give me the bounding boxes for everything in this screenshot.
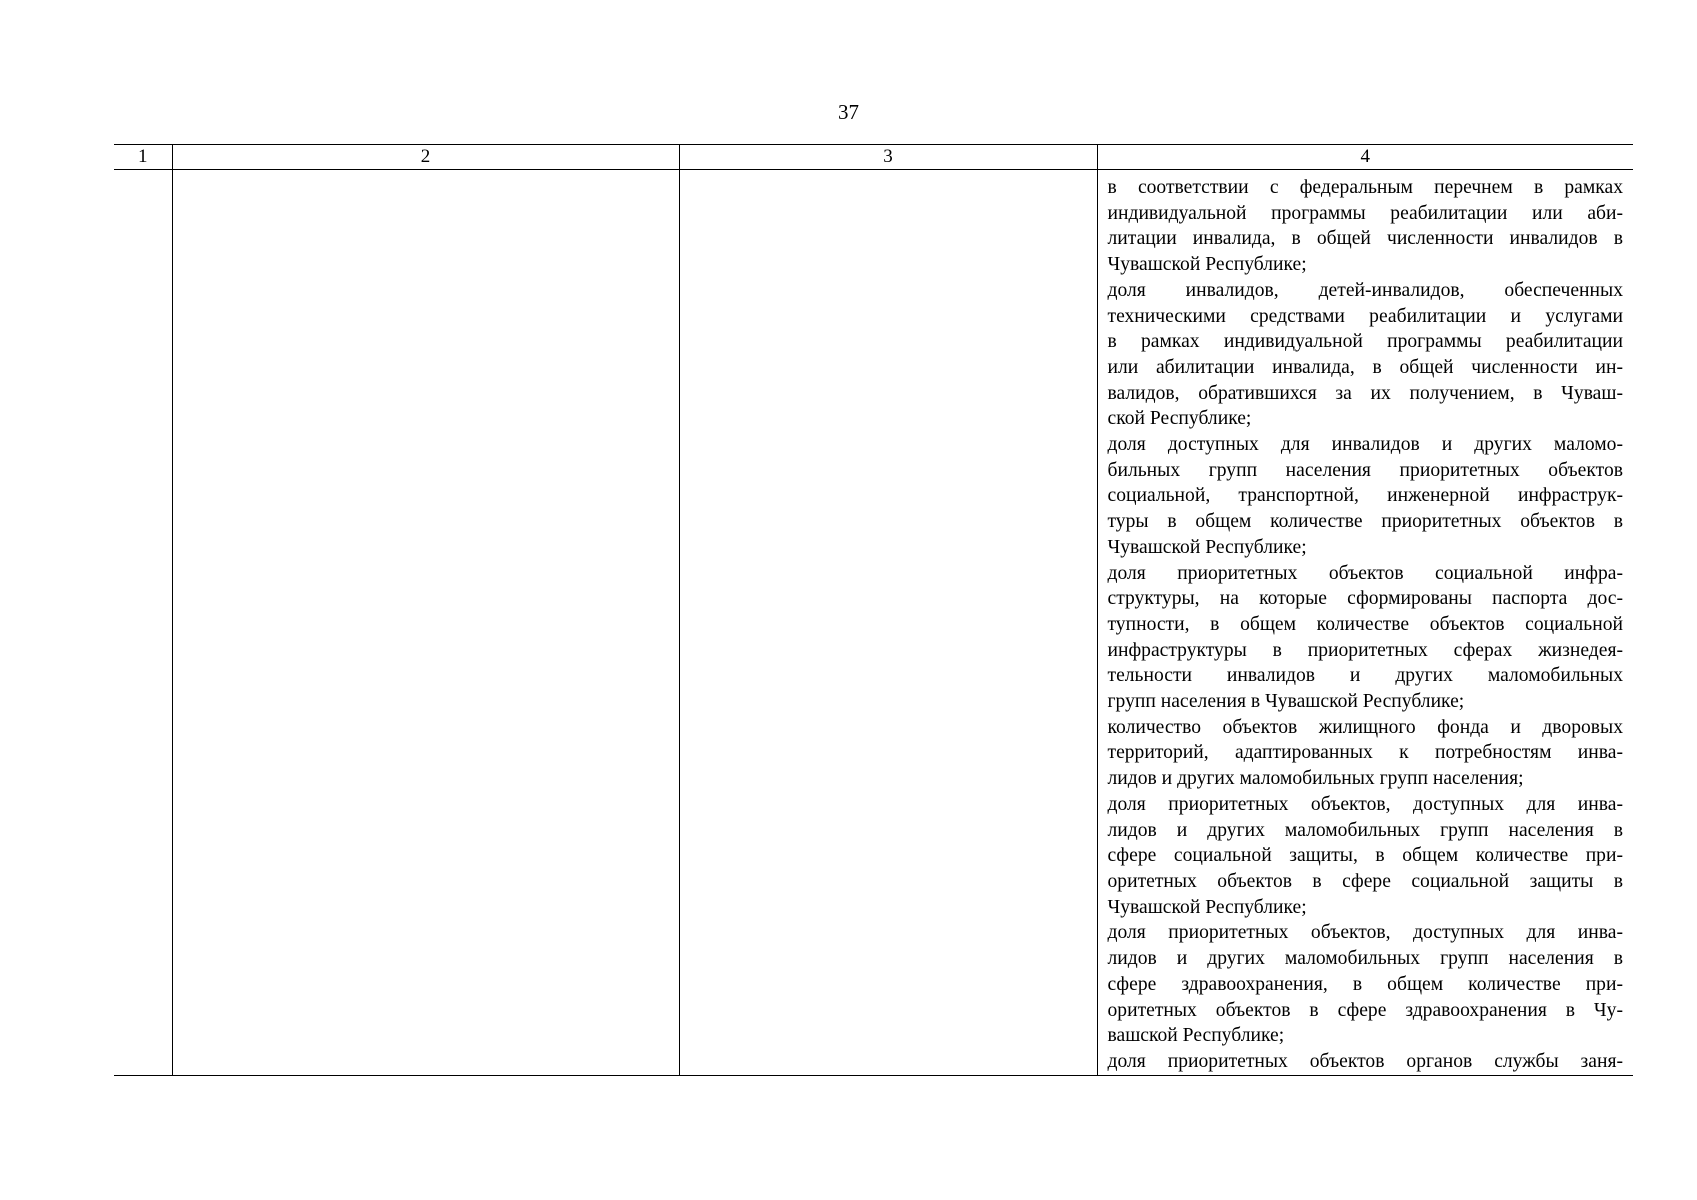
text-line: доля приоритетных объектов органов службы заня- — [1107, 1050, 1623, 1072]
text-line: территорий, адаптированных к потребностям инва- — [1107, 742, 1623, 764]
text-line: индивидуальной программы реабилитации или аби- — [1107, 202, 1623, 224]
text-line: групп населения в Чувашской Республике; — [1107, 691, 1465, 713]
text-line: структуры, на которые сформированы паспорта дос- — [1107, 588, 1623, 610]
text-line: тельности инвалидов и других маломобильных — [1107, 665, 1623, 687]
text-line: бильных групп населения приоритетных объектов — [1107, 459, 1623, 481]
text-line: оритетных объектов в сфере здравоохранения в Чу- — [1107, 999, 1623, 1021]
cell-column-1 — [114, 170, 172, 1076]
text-line: количество объектов жилищного фонда и дворовых — [1107, 716, 1623, 738]
document-table — [114, 144, 1633, 1076]
cell-column-2 — [172, 170, 679, 1076]
text-line: в соответствии с федеральным перечнем в рамках — [1107, 177, 1623, 198]
text-line: доля приоритетных объектов социальной инфра- — [1107, 562, 1623, 584]
text-line: ской Республике; — [1107, 408, 1252, 430]
column-header-3: 3 — [679, 145, 1097, 170]
header-row — [114, 145, 1633, 170]
page-number: 37 — [838, 100, 859, 124]
column-header-4: 4 — [1097, 145, 1633, 170]
text-line: лидов и других маломобильных групп населения; — [1107, 768, 1524, 790]
text-line: доля приоритетных объектов, доступных для инва- — [1107, 922, 1623, 944]
text-line: доля доступных для инвалидов и других маломо- — [1107, 434, 1623, 456]
text-line: социальной, транспортной, инженерной инфраструк- — [1107, 485, 1623, 507]
text-line: вашской Республике; — [1107, 1025, 1285, 1047]
cell-column-4 — [1097, 170, 1633, 1076]
text-line: сфере социальной защиты, в общем количестве при- — [1107, 845, 1623, 867]
text-line: в рамках индивидуальной программы реабилитации — [1107, 331, 1623, 353]
column-header-2: 2 — [172, 145, 679, 170]
text-line: лидов и других маломобильных групп населения в — [1107, 819, 1623, 841]
text-line: сфере здравоохранения, в общем количестве при- — [1107, 973, 1623, 995]
text-line: лидов и других маломобильных групп населения в — [1107, 948, 1623, 970]
text-line: Чувашской Республике; — [1107, 536, 1307, 558]
text-line: тупности, в общем количестве объектов социальной — [1107, 613, 1623, 635]
text-line: туры в общем количестве приоритетных объектов в — [1107, 511, 1623, 533]
text-line: доля приоритетных объектов, доступных для инва- — [1107, 793, 1623, 815]
text-line: Чувашской Республике; — [1107, 896, 1307, 918]
table-row — [114, 170, 1633, 1076]
indicator-list — [1098, 170, 1634, 1075]
text-line: техническими средствами реабилитации и услугами — [1107, 305, 1623, 327]
text-line: доля инвалидов, детей-инвалидов, обеспеченных — [1107, 279, 1623, 301]
text-line: оритетных объектов в сфере социальной защиты в — [1107, 870, 1623, 892]
text-line: или абилитации инвалида, в общей численности ин- — [1107, 356, 1623, 378]
text-line: Чувашской Республике; — [1107, 254, 1307, 276]
text-line: валидов, обратившихся за их получением, в Чуваш- — [1107, 382, 1623, 404]
text-line: инфраструктуры в приоритетных сферах жизнедея- — [1107, 639, 1623, 661]
column-header-1: 1 — [114, 145, 172, 170]
cell-column-3 — [679, 170, 1097, 1076]
text-line: литации инвалида, в общей численности инвалидов в — [1107, 228, 1623, 250]
